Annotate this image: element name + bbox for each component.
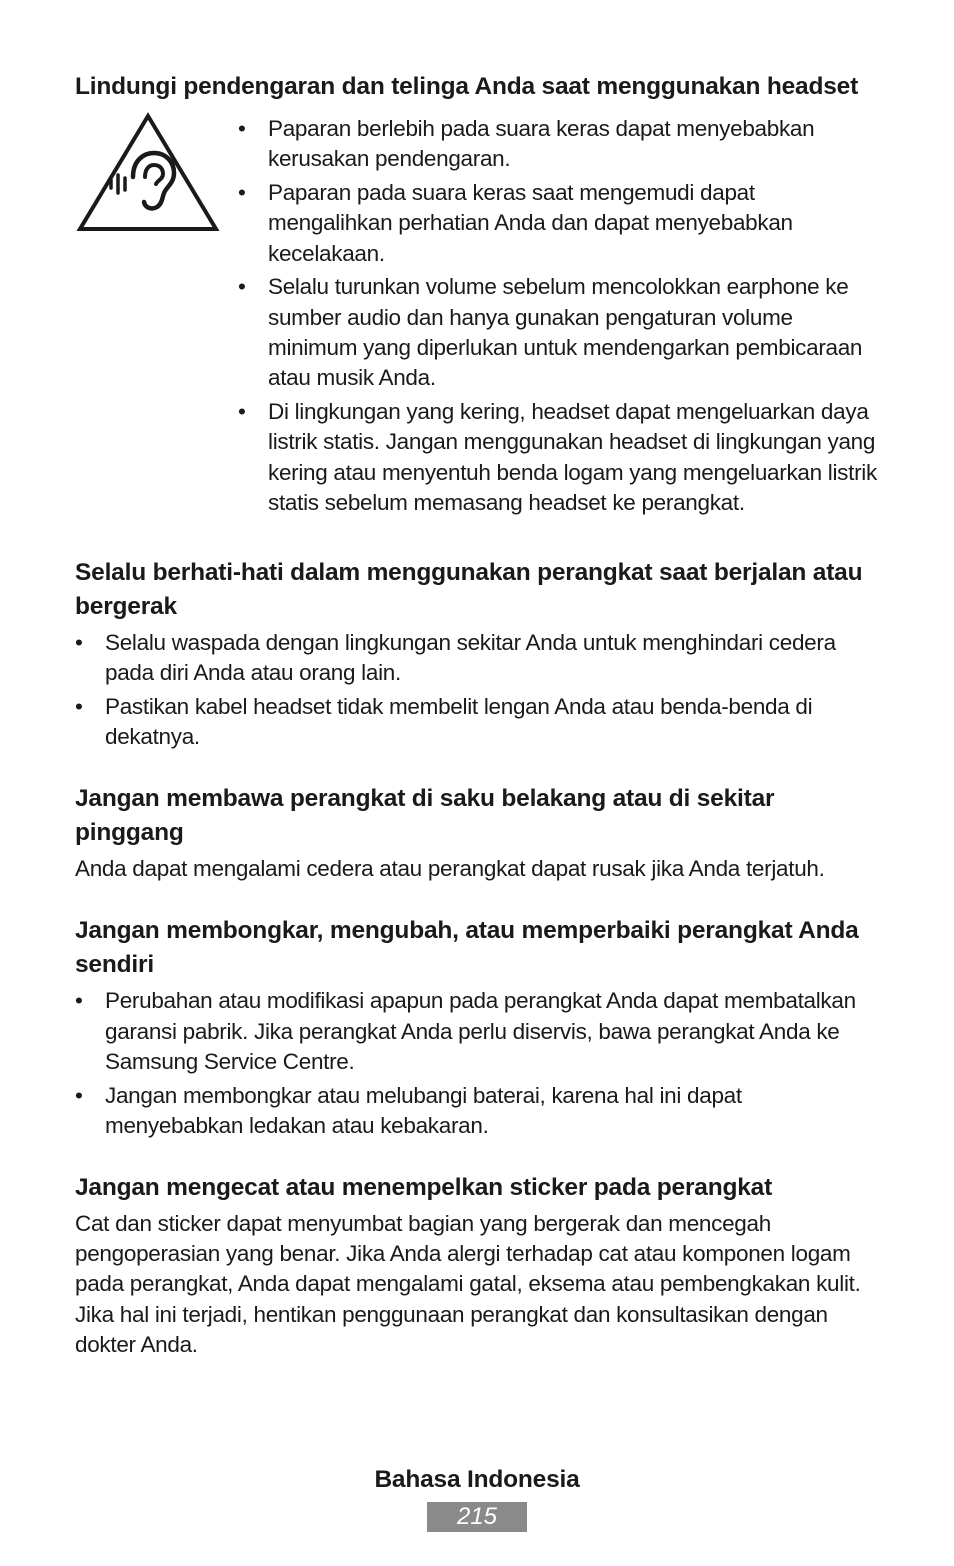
section-heading: Jangan membawa perangkat di saku belakang atau di sekitar pinggang xyxy=(75,785,775,847)
section-heading: Lindungi pendengaran dan telinga Anda saat menggunakan headset xyxy=(75,73,859,100)
page-number: 215 xyxy=(427,1502,527,1532)
list-item: • Selalu waspada dengan lingkungan sekitar Anda untuk menghindari cedera pada diri Anda atau orang lain. xyxy=(75,628,883,689)
list-item: • Perubahan atau modifikasi apapun pada perangkat Anda dapat membatalkan garansi pabrik. Jika perangkat Anda perlu diservis, bawa perangkat Anda ke Samsung Service Centre. xyxy=(75,986,883,1077)
hearing-warning-icon xyxy=(75,114,238,522)
page-footer xyxy=(0,1463,954,1532)
bullet-list xyxy=(75,986,883,1141)
list-item: • Jangan membongkar atau melubangi baterai, karena hal ini dapat menyebabkan ledakan atau kebakaran. xyxy=(75,1081,883,1142)
section-pocket xyxy=(75,782,883,884)
section-heading: Jangan mengecat atau menempelkan sticker pada perangkat xyxy=(75,1173,773,1201)
section-hearing xyxy=(75,70,883,522)
section-heading: Selalu berhati-hati dalam menggunakan perangkat saat berjalan atau bergerak xyxy=(75,558,863,620)
section-paragraph: Anda dapat mengalami cedera atau perangkat dapat rusak jika Anda terjatuh. xyxy=(75,856,825,882)
list-item: • Pastikan kabel headset tidak membelit lengan Anda atau benda-benda di dekatnya. xyxy=(75,692,883,753)
section-walking xyxy=(75,556,883,753)
document-page xyxy=(75,70,883,1360)
bullet-list xyxy=(238,114,883,522)
list-item: • Selalu turunkan volume sebelum mencolokkan earphone ke sumber audio dan hanya gunakan pengaturan volume minimum yang diperlukan untuk mendengarkan pembicaraan atau musik Anda. xyxy=(238,272,883,393)
section-paragraph: Cat dan sticker dapat menyumbat bagian yang bergerak dan mencegah pengoperasian yang benar. Jika Anda alergi terhadap cat atau komponen logam pada perangkat, Anda dapat mengalami gatal, eksema atau pembengkakan kulit. Jika hal ini terjadi, hentikan penggunaan perangkat dan konsultasikan dengan dokter Anda. xyxy=(75,1210,861,1358)
section-body xyxy=(75,114,883,522)
section-paint xyxy=(75,1171,883,1360)
list-item: • Paparan pada suara keras saat mengemudi dapat mengalihkan perhatian Anda dan dapat menyebabkan kecelakaan. xyxy=(238,178,883,269)
bullet-list xyxy=(75,628,883,753)
list-item: • Paparan berlebih pada suara keras dapat menyebabkan kerusakan pendengaran. xyxy=(238,114,883,175)
section-disassemble xyxy=(75,914,883,1141)
footer-language: Bahasa Indonesia xyxy=(374,1466,580,1493)
section-heading: Jangan membongkar, mengubah, atau memperbaiki perangkat Anda sendiri xyxy=(75,917,859,979)
list-item: • Di lingkungan yang kering, headset dapat mengeluarkan daya listrik statis. Jangan menggunakan headset di lingkungan yang kering atau menyentuh benda logam yang mengeluarkan listrik statis sebelum memasang headset ke perangkat. xyxy=(238,397,883,518)
